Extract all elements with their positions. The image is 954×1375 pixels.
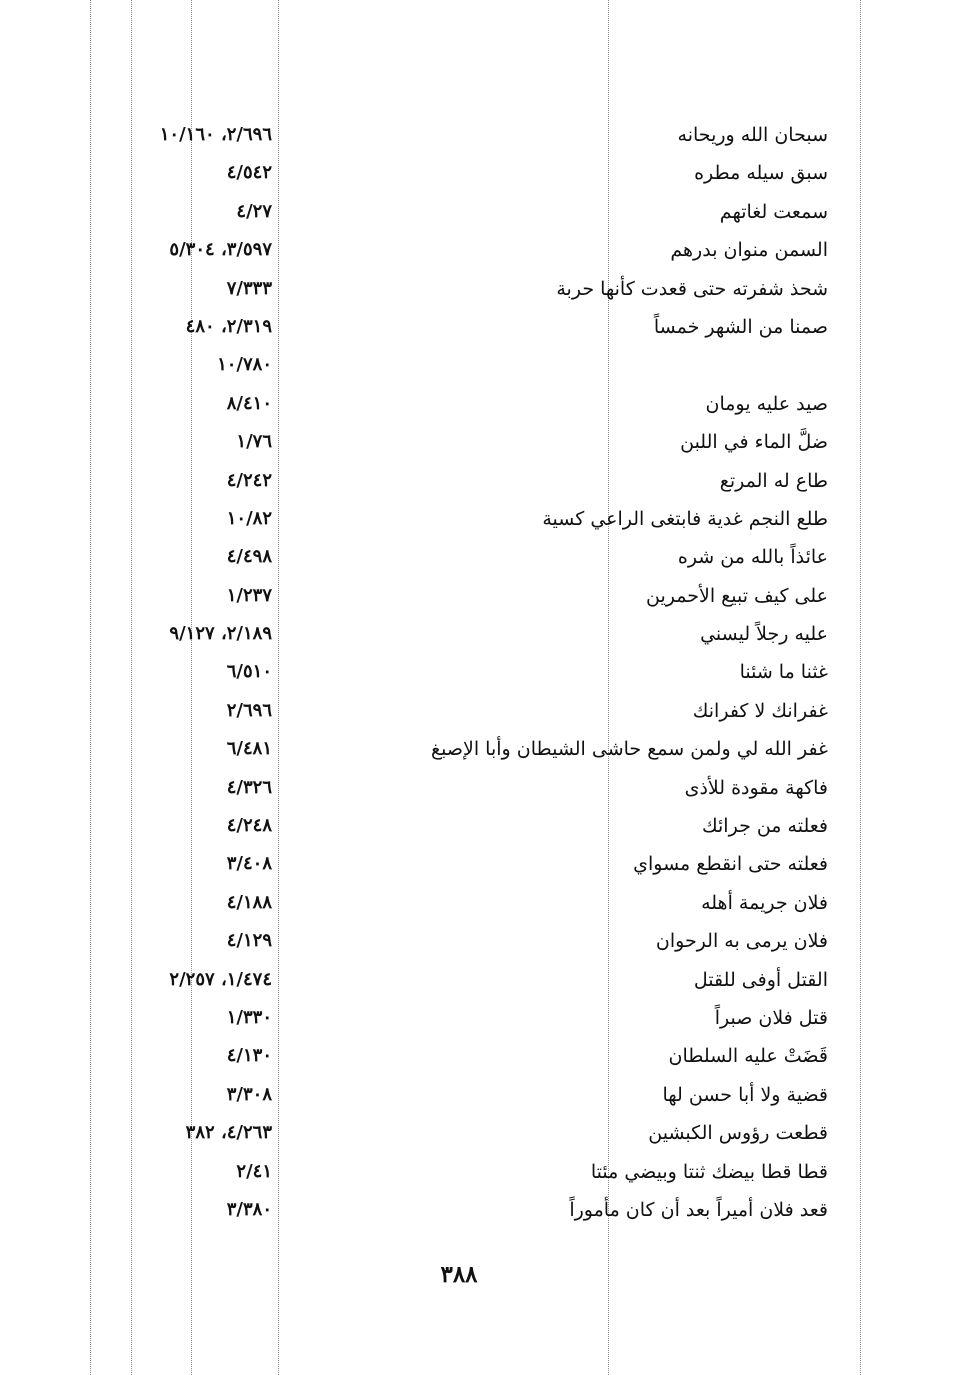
index-entry [0, 846, 954, 884]
index-entry [0, 1115, 954, 1153]
entry-refs: ٣/٥٩٧، ٥/٣٠٤ [169, 239, 272, 261]
entry-phrase: شحذ شفرته حتى قعدت كأنها حربة [556, 277, 828, 300]
entry-phrase: عائذاً بالله من شره [677, 546, 828, 569]
entry-refs: ١/٣٣٠ [226, 1006, 272, 1028]
entry-refs: ٢/٣١٩، ٤٨٠ [185, 315, 272, 337]
entry-refs: ٣/٣٠٨ [226, 1083, 272, 1105]
entry-phrase: صيد عليه يومان [705, 392, 828, 415]
entry-phrase: فعلته حتى انقطع مسواي [633, 853, 828, 876]
entry-phrase: سمعت لغاتهم [719, 200, 828, 223]
entry-phrase: قطعت رؤوس الكبشين [648, 1122, 828, 1145]
entry-phrase: فاكهة مقودة للأذى [684, 776, 828, 799]
index-entry [0, 1000, 954, 1038]
entry-phrase: السمن منوان بدرهم [670, 239, 828, 262]
index-entry [0, 1154, 954, 1192]
entry-refs: ٢/٤١ [236, 1160, 272, 1182]
entry-phrase: غفرانك لا كفرانك [692, 699, 828, 722]
entry-phrase: على كيف تبيع الأحمرين [646, 584, 828, 607]
entry-refs: ٤/٢٤٢ [226, 469, 272, 491]
index-entry [0, 1038, 954, 1076]
index-entry [0, 539, 954, 577]
entry-phrase: القتل أوفى للقتل [693, 968, 828, 991]
index-entry [0, 1192, 954, 1230]
index-entry [0, 117, 954, 155]
entry-refs: ٢/٦٩٦، ١٠/١٦٠ [159, 124, 272, 145]
entry-phrase: قتل فلان صبراً [714, 1006, 828, 1029]
entry-phrase: فلان جريمة أهله [701, 891, 828, 914]
entry-refs: ٤/٤٩٨ [226, 546, 272, 568]
entry-phrase: عليه رجلاً ليسني [700, 623, 828, 646]
entry-refs: ٦/٥١٠ [226, 661, 272, 683]
entry-refs: ٤/١٨٨ [226, 891, 272, 913]
entry-refs: ١/٤٧٤، ٢/٢٥٧ [169, 968, 272, 990]
index-entry [0, 232, 954, 270]
entry-refs: ٤/٢٧ [236, 200, 272, 222]
index-entry [0, 962, 954, 1000]
entry-phrase: سبحان الله وريحانه [677, 124, 828, 146]
entry-refs: ١/٢٣٧ [226, 584, 272, 606]
entry-phrase: طاع له المرتع [719, 469, 828, 492]
entry-refs: ٤/١٢٩ [226, 930, 272, 952]
entry-phrase: غثنا ما شئنا [739, 661, 828, 684]
index-entry [0, 654, 954, 692]
entry-phrase: سبق سيله مطره [694, 162, 828, 185]
entry-refs: ٢/٦٩٦ [226, 699, 272, 721]
entry-phrase: ضلَّ الماء في اللبن [680, 431, 828, 454]
entry-refs: ٢/١٨٩، ٩/١٢٧ [169, 623, 272, 645]
index-entry [0, 347, 954, 385]
entry-refs: ٣/٤٠٨ [226, 853, 272, 875]
entry-refs: ١/٧٦ [236, 431, 272, 453]
entry-phrase: غفر الله لي ولمن سمع حاشى الشيطان وأبا الإصبغ [431, 738, 828, 761]
index-entry [0, 1077, 954, 1115]
index-entry [0, 463, 954, 501]
index-entry [0, 501, 954, 539]
entry-phrase: فعلته من جرائك [702, 815, 828, 838]
entry-refs: ٤/٥٤٢ [226, 162, 272, 184]
index-entry [0, 578, 954, 616]
index-entry [0, 770, 954, 808]
entry-refs: ٤/٢٤٨ [226, 815, 272, 837]
index-entry [0, 194, 954, 232]
entry-phrase: فلان يرمى به الرحوان [655, 930, 828, 953]
entry-refs: ٤/٣٢٦ [226, 776, 272, 798]
index-list [0, 117, 954, 1230]
entry-refs: ٤/٢٦٣، ٣٨٢ [185, 1122, 272, 1144]
entry-phrase: قطا قطا بيضك ثنتا وبيضي مئتا [590, 1160, 828, 1183]
index-entry [0, 923, 954, 961]
entry-phrase: قضية ولا أبا حسن لها [662, 1083, 828, 1106]
index-entry [0, 271, 954, 309]
entry-refs: ٨/٤١٠ [226, 392, 272, 414]
entry-refs: ٣/٣٨٠ [226, 1198, 272, 1220]
entry-refs: ٤/١٣٠ [226, 1045, 272, 1067]
entry-phrase: قَضَتْ عليه السلطان [668, 1045, 828, 1068]
entry-phrase: صمنا من الشهر خمساً [653, 315, 828, 338]
index-entry [0, 386, 954, 424]
index-entry [0, 808, 954, 846]
entry-refs: ١٠/٨٢ [226, 507, 272, 529]
index-entry [0, 616, 954, 654]
index-entry [0, 424, 954, 462]
index-entry [0, 693, 954, 731]
entry-refs: ١٠/٧٨٠ [217, 354, 272, 376]
index-entry [0, 885, 954, 923]
index-entry [0, 155, 954, 193]
entry-phrase: قعد فلان أميراً بعد أن كان مأموراً [569, 1198, 828, 1221]
index-entry [0, 309, 954, 347]
index-entry [0, 731, 954, 769]
entry-refs: ٦/٤٨١ [226, 738, 272, 760]
entry-refs: ٧/٣٣٣ [226, 277, 272, 299]
entry-phrase: طلع النجم غدية فابتغى الراعي كسية [542, 507, 828, 530]
page-number: ٣٨٨ [440, 1261, 478, 1288]
